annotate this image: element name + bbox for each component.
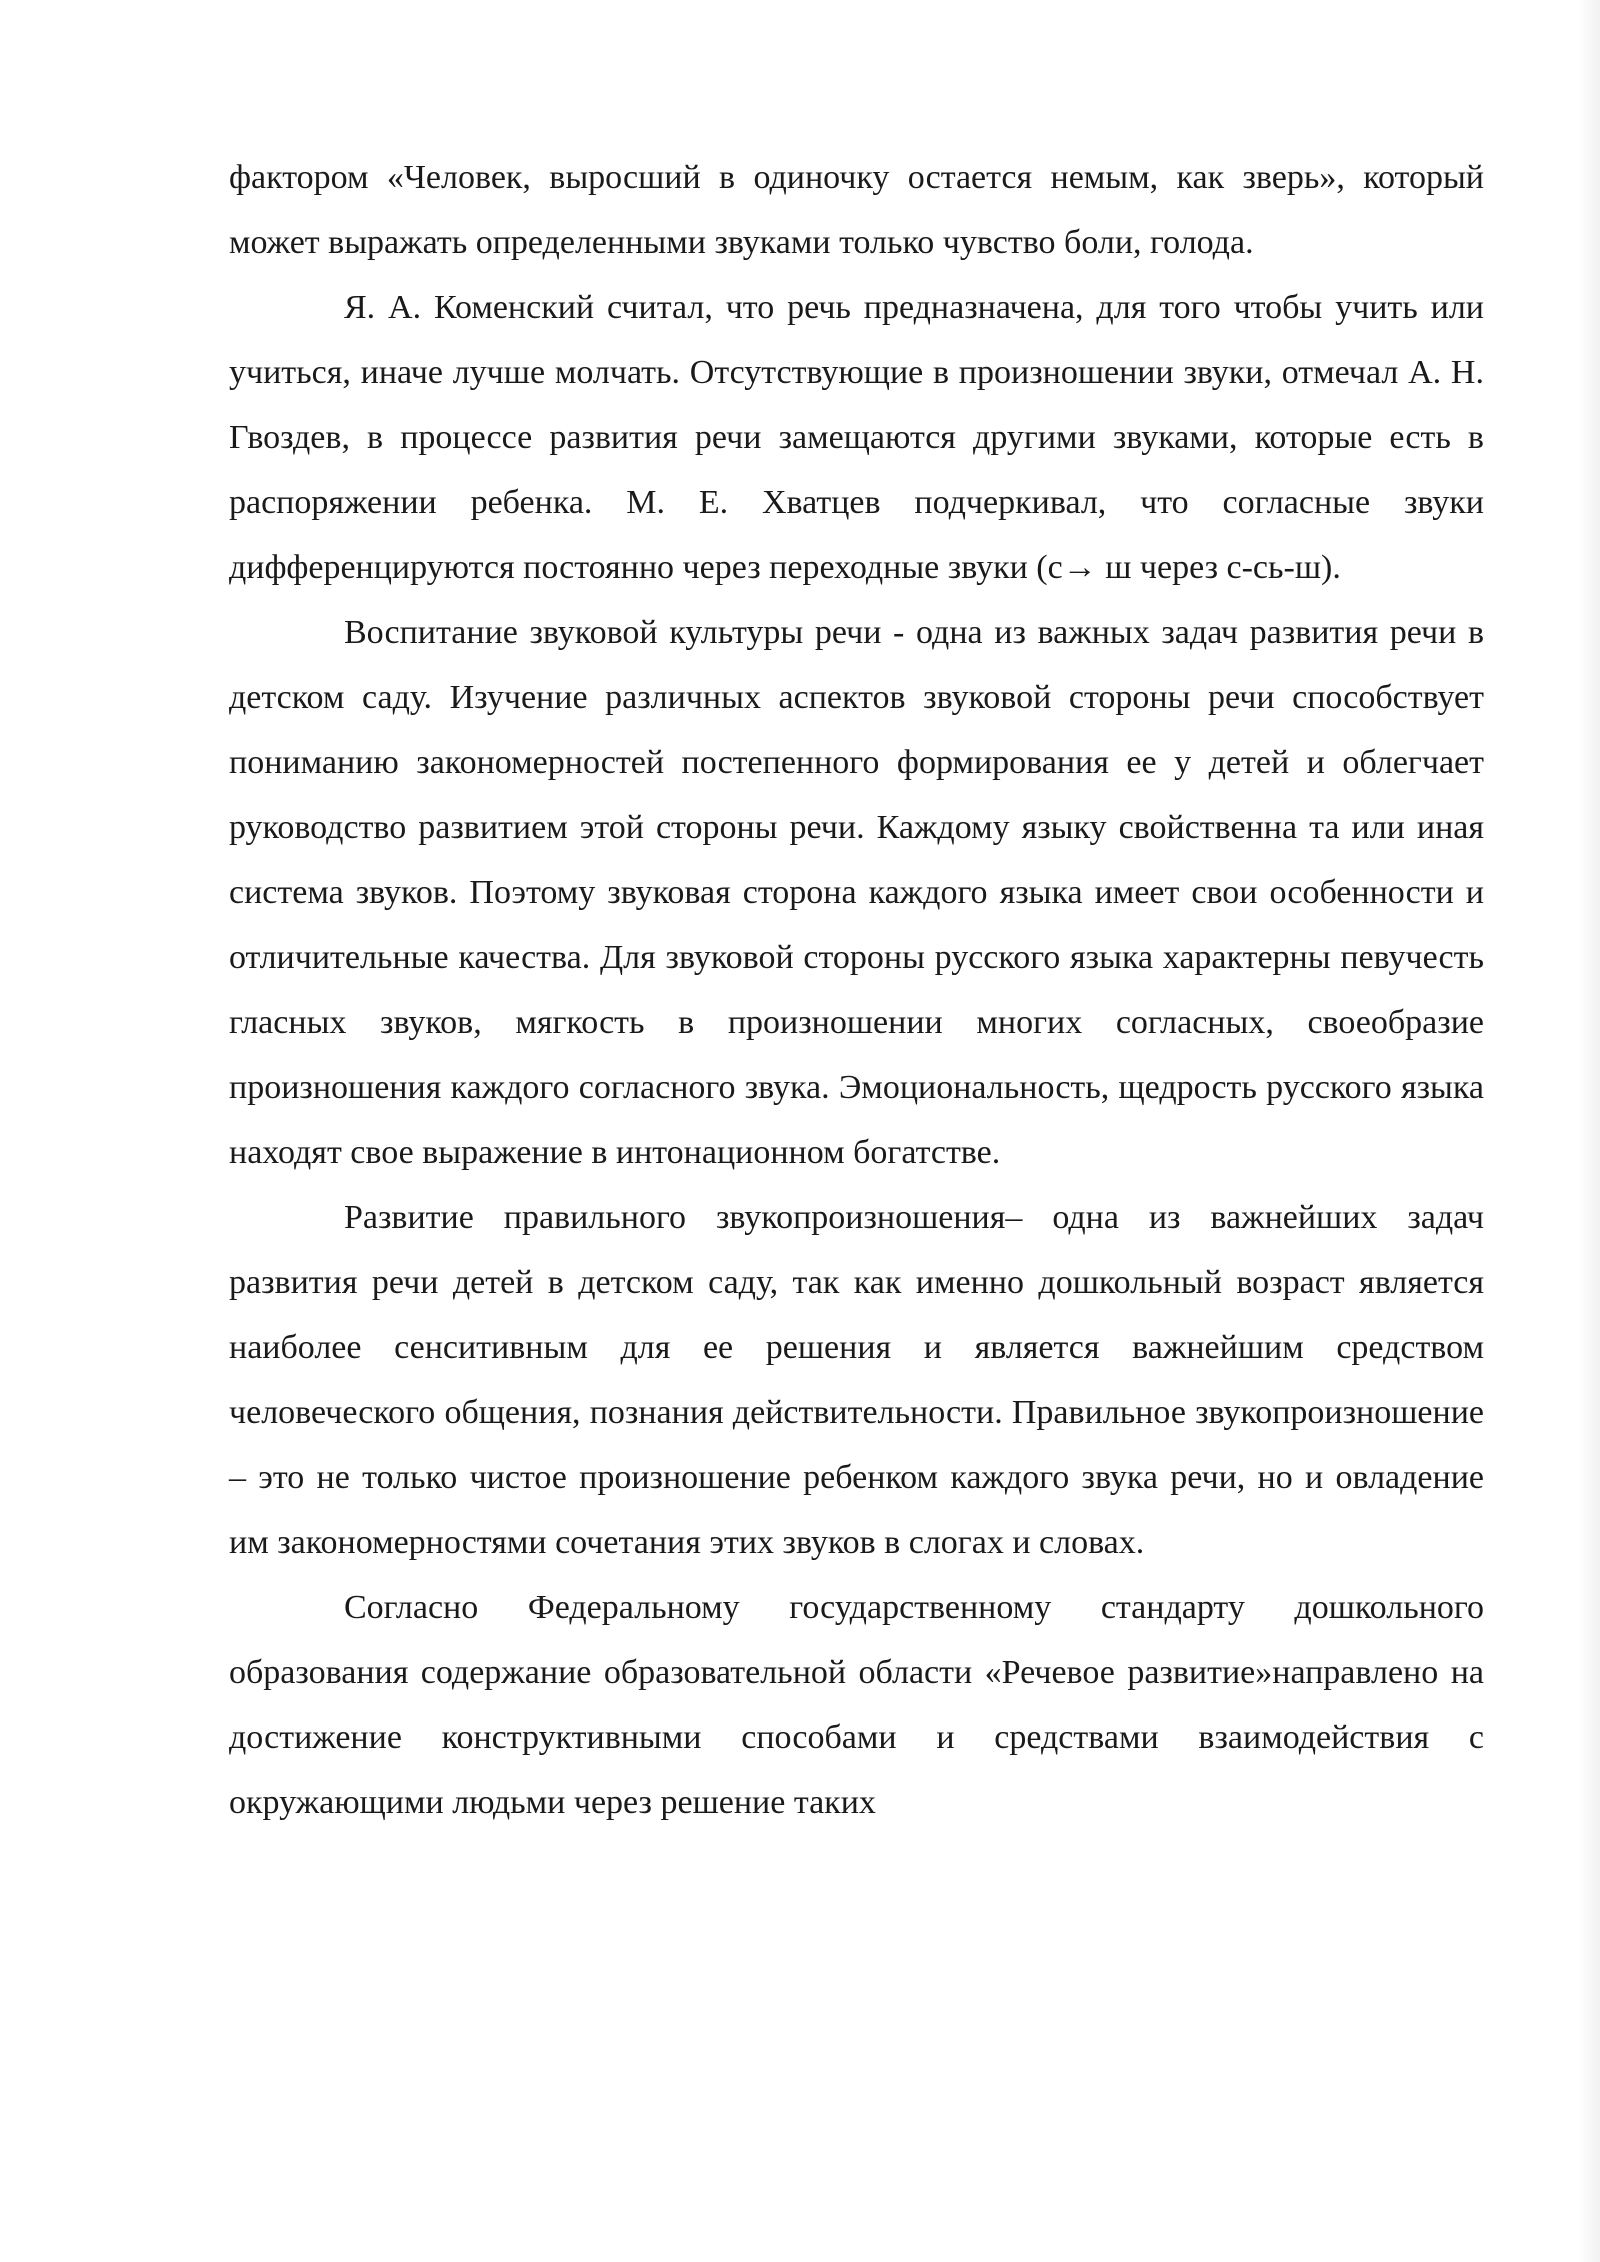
paragraph-pronunciation: Развитие правильного звукопроизношения– одна из важнейших задач развития речи детей в детском саду, так как именно дошкольный возраст является наиболее сенситивным для ее решения и является важнейшим средством человеческого общения, познания действительности. Правильное звукопроизношение – это не только чистое произношение ребенком каждого звука речи, но и овладение им закономерностями сочетания этих звуков в слогах и словах. bbox=[229, 1199, 1484, 1561]
document-body bbox=[229, 145, 1484, 1835]
paragraph-sound-culture: Воспитание звуковой культуры речи - одна из важных задач развития речи в детском саду. Изучение различных аспектов звуковой стороны речи способствует пониманию закономерностей постепенного формирования ее у детей и облегчает руководство развитием этой стороны речи. Каждому языку свойственна та или иная система звуков. Поэтому звуковая сторона каждого языка имеет свои особенности и отличительные качества. Для звуковой стороны русского языка характерны певучесть гласных звуков, мягкость в произношении многих согласных, своеобразие произношения каждого согласного звука. Эмоциональность, щедрость русского языка находят свое выражение в интонационном богатстве. bbox=[229, 614, 1484, 1171]
paragraph-continuation: фактором «Человек, выросший в одиночку остается немым, как зверь», который может выражать определенными звуками только чувство боли, голода. bbox=[229, 159, 1484, 261]
paragraph-komensky: Я. А. Коменский считал, что речь предназначена, для того чтобы учить или учиться, иначе лучше молчать. Отсутствующие в произношении звуки, отмечал А. Н. Гвоздев, в процессе развития речи замещаются другими звуками, которые есть в распоряжении ребенка. М. Е. Хватцев подчеркивал, что согласные звуки дифференцируются постоянно через переходные звуки (с→ ш через с-сь-ш). bbox=[229, 289, 1484, 586]
page-edge-shadow bbox=[1578, 0, 1600, 2262]
paragraph-federal-standard: Согласно Федеральному государственному стандарту дошкольного образования содержание образовательной области «Речевое развитие»направлено на достижение конструктивными способами и средствами взаимодействия с окружающими людьми через решение таких bbox=[229, 1589, 1484, 1821]
